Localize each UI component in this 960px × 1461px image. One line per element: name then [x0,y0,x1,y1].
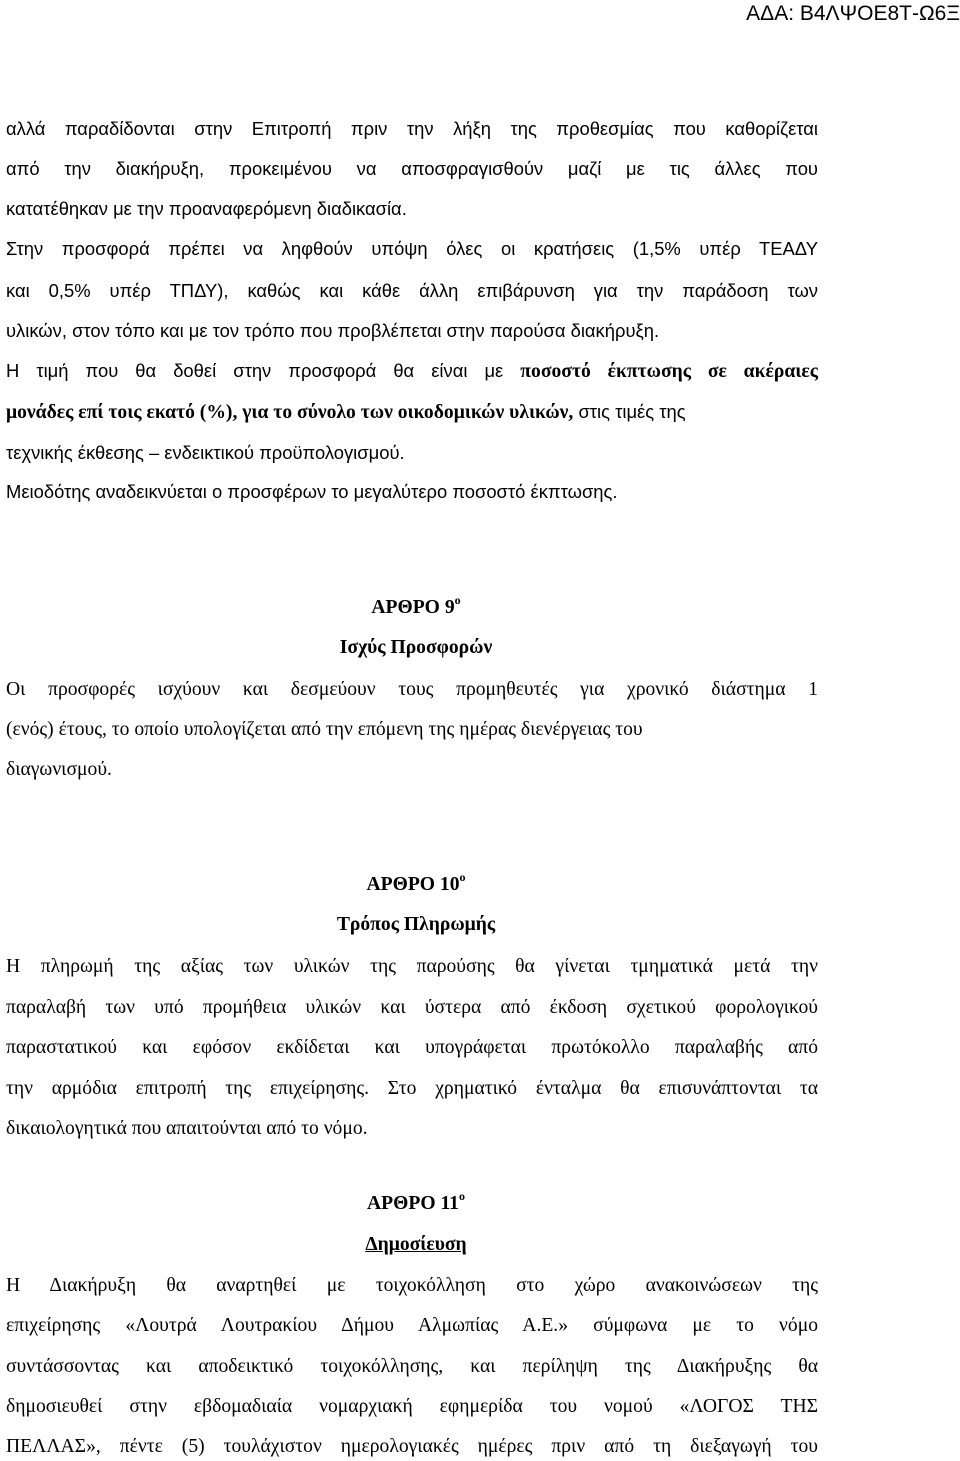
price-line-2-bold: μονάδες επί τοις εκατό (%), για το σύνολο των οικοδομικών υλικών, [6,402,574,423]
article-11-line-3: συντάσσοντας και αποδεικτικό τοιχοκόλλησης, και περίληψη της Διακήρυξης θα [6,1356,818,1377]
price-line-1-text: Η τιμή που θα δοθεί στην προσφορά θα είναι με [6,360,521,381]
price-line-2-text: στις τιμές της [573,401,686,422]
deductions-line-3: υλικών, στον τόπο και με τον τρόπο που προβλέπεται στην παρούσα διακήρυξη. [6,320,660,341]
price-line-3: τεχνικής έκθεσης – ενδεικτικού προϋπολογισμού. [6,442,405,463]
article-11-line-4: δημοσιευθεί στην εβδομαδιαία νομαρχιακή εφημερίδα του νομού «ΛΟΓΟΣ ΤΗΣ [6,1396,818,1417]
article-9-line-1: Οι προσφορές ισχύουν και δεσμεύουν τους προμηθευτές για χρονικό διάστημα 1 [6,679,818,700]
price-line-2 [6,401,818,424]
intro-line-2: από την διακήρυξη, προκειμένου να αποσφραγισθούν μαζί με τις άλλες που [6,158,818,179]
price-line-1 [6,360,818,383]
price-line-4: Μειοδότης αναδεικνύεται ο προσφέρων το μεγαλύτερο ποσοστό έκπτωσης. [6,481,618,502]
article-9-heading [0,593,832,619]
deductions-line-1: Στην προσφορά πρέπει να ληφθούν υπόψη όλες οι κρατήσεις (1,5% υπέρ ΤΕΑΔΥ [6,238,818,259]
article-10-heading [0,870,832,896]
article-10-title: Τρόπος Πληρωμής [336,914,496,935]
article-11-number: ΑΡΘΡΟ 11 [367,1193,459,1214]
article-11-title: Δημοσίευση [365,1234,467,1255]
ada-code: ΑΔΑ: Β4ΛΨΟΕ8Τ-Ω6Ξ [746,2,960,25]
article-10-line-4: την αρμόδια επιτροπή της επιχείρησης. Στο χρηματικό ένταλμα θα επισυνάπτονται τα [6,1078,818,1099]
article-9-superscript: ο [454,593,461,607]
deductions-line-2: και 0,5% υπέρ ΤΠΔΥ), καθώς και κάθε άλλη επιβάρυνση για την παράδοση των [6,280,818,301]
article-10-line-3: παραστατικού και εφόσον εκδίδεται και υπογράφεται πρωτόκολλο παραλαβής από [6,1037,818,1058]
article-11-line-1: Η Διακήρυξη θα αναρτηθεί με τοιχοκόλληση στο χώρο ανακοινώσεων της [6,1275,818,1296]
intro-line-3: κατατέθηκαν με την προαναφερόμενη διαδικασία. [6,198,407,219]
article-9-number: ΑΡΘΡΟ 9 [371,597,455,618]
article-11-line-2: επιχείρησης «Λουτρά Λουτρακίου Δήμου Αλμωπίας Α.Ε.» σύμφωνα με το νόμο [6,1315,818,1336]
article-11-superscript: ο [458,1189,465,1203]
article-9-title: Ισχύς Προσφορών [339,637,493,658]
article-11-line-5: ΠΕΛΛΑΣ», πέντε (5) τουλάχιστον ημερολογιακές ημέρες πριν από τη διεξαγωγή του [6,1436,818,1457]
article-10-line-1: Η πληρωμή της αξίας των υλικών της παρούσης θα γίνεται τμηματικά μετά την [6,956,818,977]
article-9-line-3: διαγωνισμού. [6,759,112,780]
article-10-superscript: ο [459,870,466,884]
article-10-number: ΑΡΘΡΟ 10 [366,874,460,895]
price-line-1-bold: ποσοστό έκπτωσης σε ακέραιες [520,361,818,382]
article-10-line-5: δικαιολογητικά που απαιτούνται από το νόμο. [6,1118,368,1139]
article-11-heading [0,1189,832,1215]
article-10-line-2: παραλαβή των υπό προμήθεια υλικών και ύστερα από έκδοση σχετικού φορολογικού [6,997,818,1018]
intro-line-1: αλλά παραδίδονται στην Επιτροπή πριν την λήξη της προθεσμίας που καθορίζεται [6,118,818,139]
article-9-line-2: (ενός) έτους, το οποίο υπολογίζεται από την επόμενη της ημέρας διενέργειας του [6,719,643,740]
